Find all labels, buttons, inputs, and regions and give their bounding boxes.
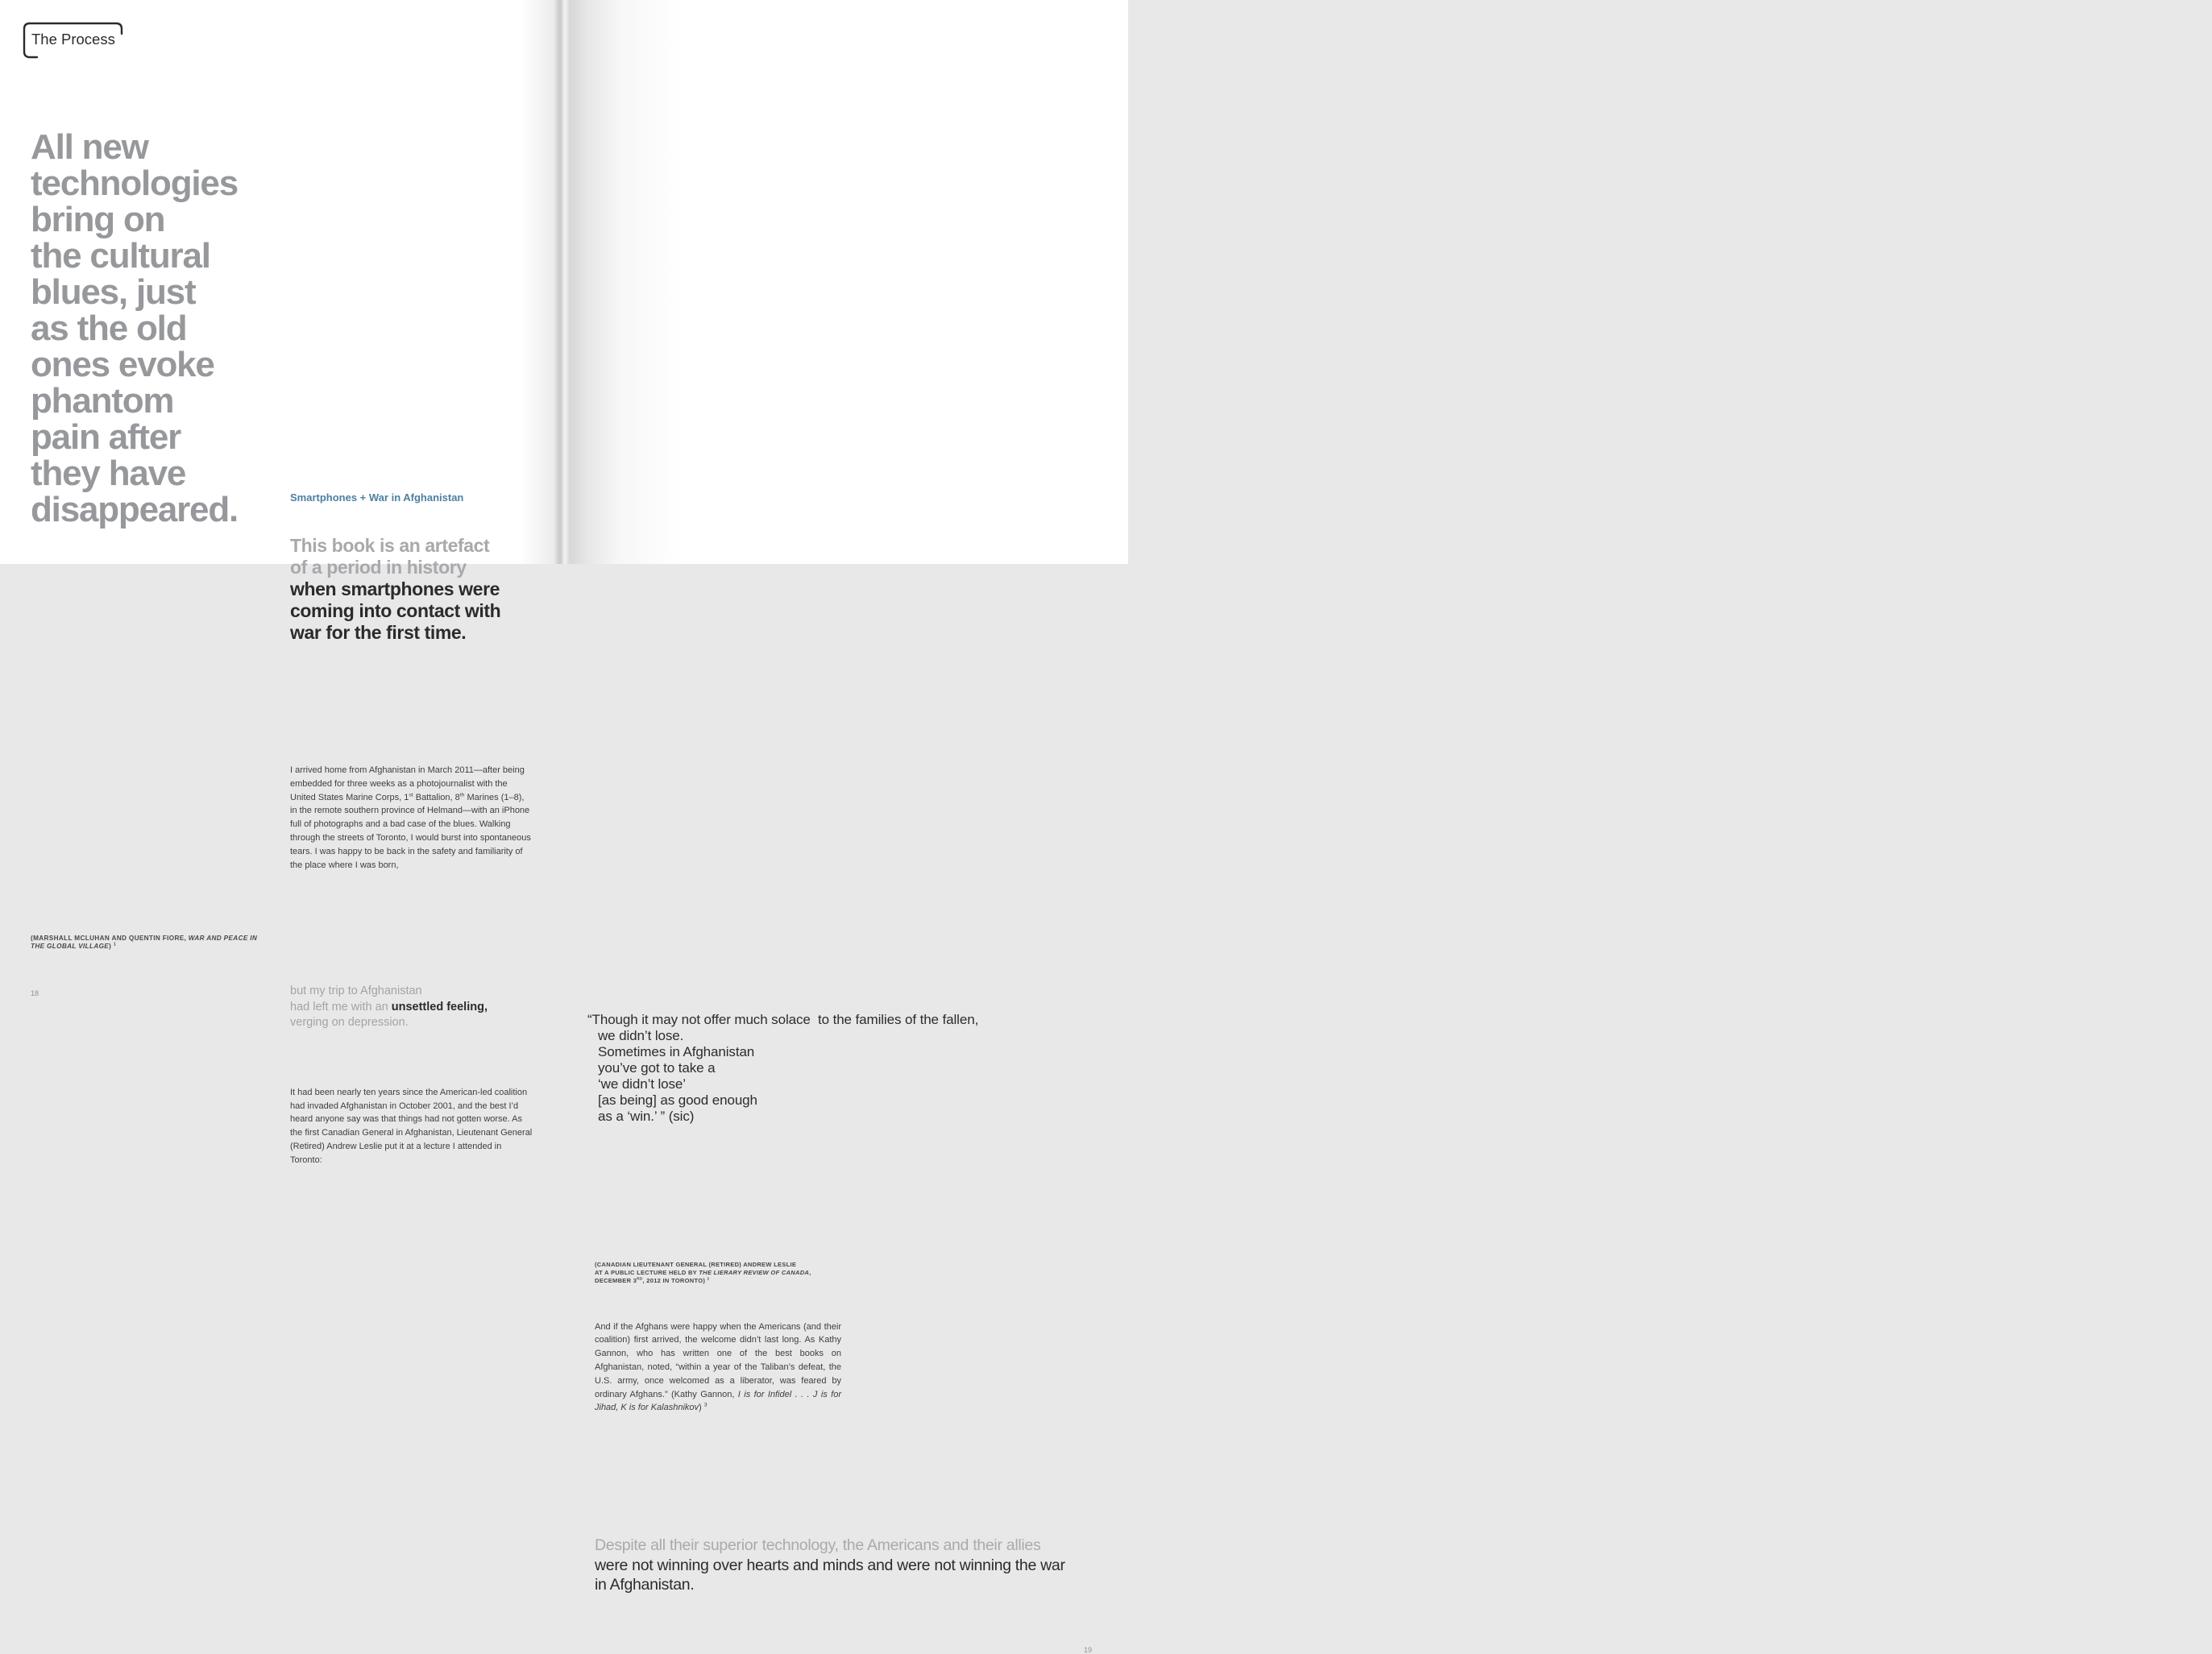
- citation-book-title: WAR AND PEACE IN: [188, 935, 258, 942]
- pull-quote-emphasis: unsettled feeling,: [391, 1000, 488, 1014]
- mcluhan-quote-line: ones evoke: [31, 345, 214, 384]
- mcluhan-quote: [31, 129, 288, 528]
- mcluhan-quote-line: pain after: [31, 417, 181, 457]
- mcluhan-quote-line: All new: [31, 127, 148, 167]
- block-quote-line: Sometimes in Afghanistan: [598, 1043, 755, 1059]
- closing-statement: [595, 1536, 1110, 1595]
- attribution-line: DECEMBER 3: [595, 1276, 637, 1284]
- page-number-left: 18: [31, 989, 39, 997]
- ordinal-superscript: th: [459, 791, 465, 798]
- headline-line: coming into contact with: [290, 600, 501, 621]
- mcluhan-citation: [31, 935, 264, 951]
- ordinal-superscript: st: [409, 791, 413, 798]
- closing-statement-dark-line: in Afghanistan.: [595, 1576, 695, 1594]
- process-tab-label: The Process: [31, 31, 115, 48]
- footnote-ref: 1: [113, 942, 117, 947]
- pull-quote-line: had left me with an: [290, 1000, 392, 1014]
- attribution-line: AT A PUBLIC LECTURE HELD BY: [595, 1268, 699, 1276]
- pull-quote-line: verging on depression.: [290, 1016, 409, 1030]
- headline-line: war for the first time.: [290, 622, 467, 643]
- body-paragraph-1: [290, 764, 533, 872]
- attribution-line: (CANADIAN LIEUTENANT GENERAL (RETIRED) ANDREW LESLIE: [595, 1260, 797, 1268]
- body-text: And if the Afghans were happy when the Americans (and their coalition) first arrived, the welcome didn’t last long. As Kathy Gannon, who has written one of the best books on Afghanistan, noted, “within a year of the Taliban’s defeat, the U.S. army, once welcomed as a liberator, was feared by ordinary Afghans.” (Kathy Gannon,: [595, 1321, 841, 1399]
- attribution-line: , 2012 IN TORONTO): [642, 1276, 708, 1284]
- footnote-ref: 3: [703, 1402, 708, 1408]
- gannon-paragraph: [595, 1320, 841, 1416]
- mcluhan-quote-line: disappeared.: [31, 490, 239, 529]
- process-tab: [21, 20, 126, 60]
- mcluhan-quote-line: blues, just: [31, 272, 196, 312]
- closing-statement-gray-line: Despite all their superior technology, the Americans and their allies: [595, 1536, 1041, 1555]
- block-quote-line: we didn’t lose.: [598, 1027, 684, 1043]
- headline-line: when smartphones were: [290, 578, 500, 599]
- book-title-italic: I is for Infidel . . . J is for Jihad, K is for Kalashnikov: [595, 1389, 841, 1413]
- body-text: Marines (1–8), in the remote southern province of Helmand—with an iPhone full of photographs and a bad case of the blues. Walking through the streets of Toronto, I would burst into spontaneous tears. I was happy to be back in the safety and familiarity of the place where I was born,: [290, 792, 531, 870]
- attribution-venue: THE LIERARY REVIEW OF CANADA: [699, 1268, 810, 1276]
- block-quote-line: as a ‘win.’ ” (sic): [598, 1108, 695, 1124]
- closing-statement-dark-line: were not winning over hearts and minds and were not winning the war: [595, 1556, 1065, 1574]
- body-text: ): [699, 1403, 704, 1413]
- block-quote-line: you’ve got to take a: [598, 1059, 716, 1076]
- footnote-ref: 2: [707, 1276, 710, 1281]
- mcluhan-quote-line: they have: [31, 454, 186, 493]
- attribution-line: ,: [809, 1268, 811, 1276]
- article-headline: [290, 535, 540, 644]
- ordinal-superscript: RD: [637, 1276, 643, 1281]
- mcluhan-quote-line: as the old: [31, 309, 187, 348]
- block-quote-line: ‘we didn’t lose’: [598, 1076, 686, 1092]
- citation-text: ): [109, 943, 114, 950]
- citation-book-title: THE GLOBAL VILLAGE: [31, 943, 110, 950]
- quote-attribution: [595, 1261, 861, 1285]
- body-text: Battalion, 8: [413, 792, 460, 802]
- page-fold-gutter: [520, 0, 681, 564]
- body-paragraph-2: It had been nearly ten years since the American-led coalition had invaded Afghanistan in October 2001, and the best I’d heard anyone say was that things had not gotten worse. As the first Canadian General in Afghanistan, Lieutenant General (Retired) Andrew Leslie put it at a lecture I attended in Toronto:: [290, 1087, 533, 1165]
- citation-text: (MARSHALL MCLUHAN AND QUENTIN FIORE,: [31, 935, 189, 942]
- mcluhan-quote-line: bring on: [31, 200, 165, 239]
- mcluhan-quote-line: the cultural: [31, 236, 210, 276]
- headline-line: of a period in history: [290, 557, 467, 578]
- body-text: I arrived home from Afghanistan in March 2011—after being embedded for three weeks as a photojournalist with the United States Marine Corps, 1: [290, 765, 525, 802]
- page-number-right: 19: [1084, 1645, 1093, 1654]
- mcluhan-quote-line: technologies: [31, 164, 238, 203]
- block-quote-line: [as being] as good enough: [598, 1092, 757, 1108]
- mcluhan-quote-line: phantom: [31, 381, 174, 421]
- leslie-block-quote: [587, 1012, 1089, 1125]
- block-quote-line: “Though it may not offer much solace to the families of the fallen,: [587, 1011, 979, 1027]
- pull-quote-line: but my trip to Afghanistan: [290, 985, 422, 998]
- headline-line: This book is an artefact: [290, 535, 490, 556]
- pull-quote: [290, 984, 540, 1031]
- article-kicker: Smartphones + War in Afghanistan: [290, 491, 464, 504]
